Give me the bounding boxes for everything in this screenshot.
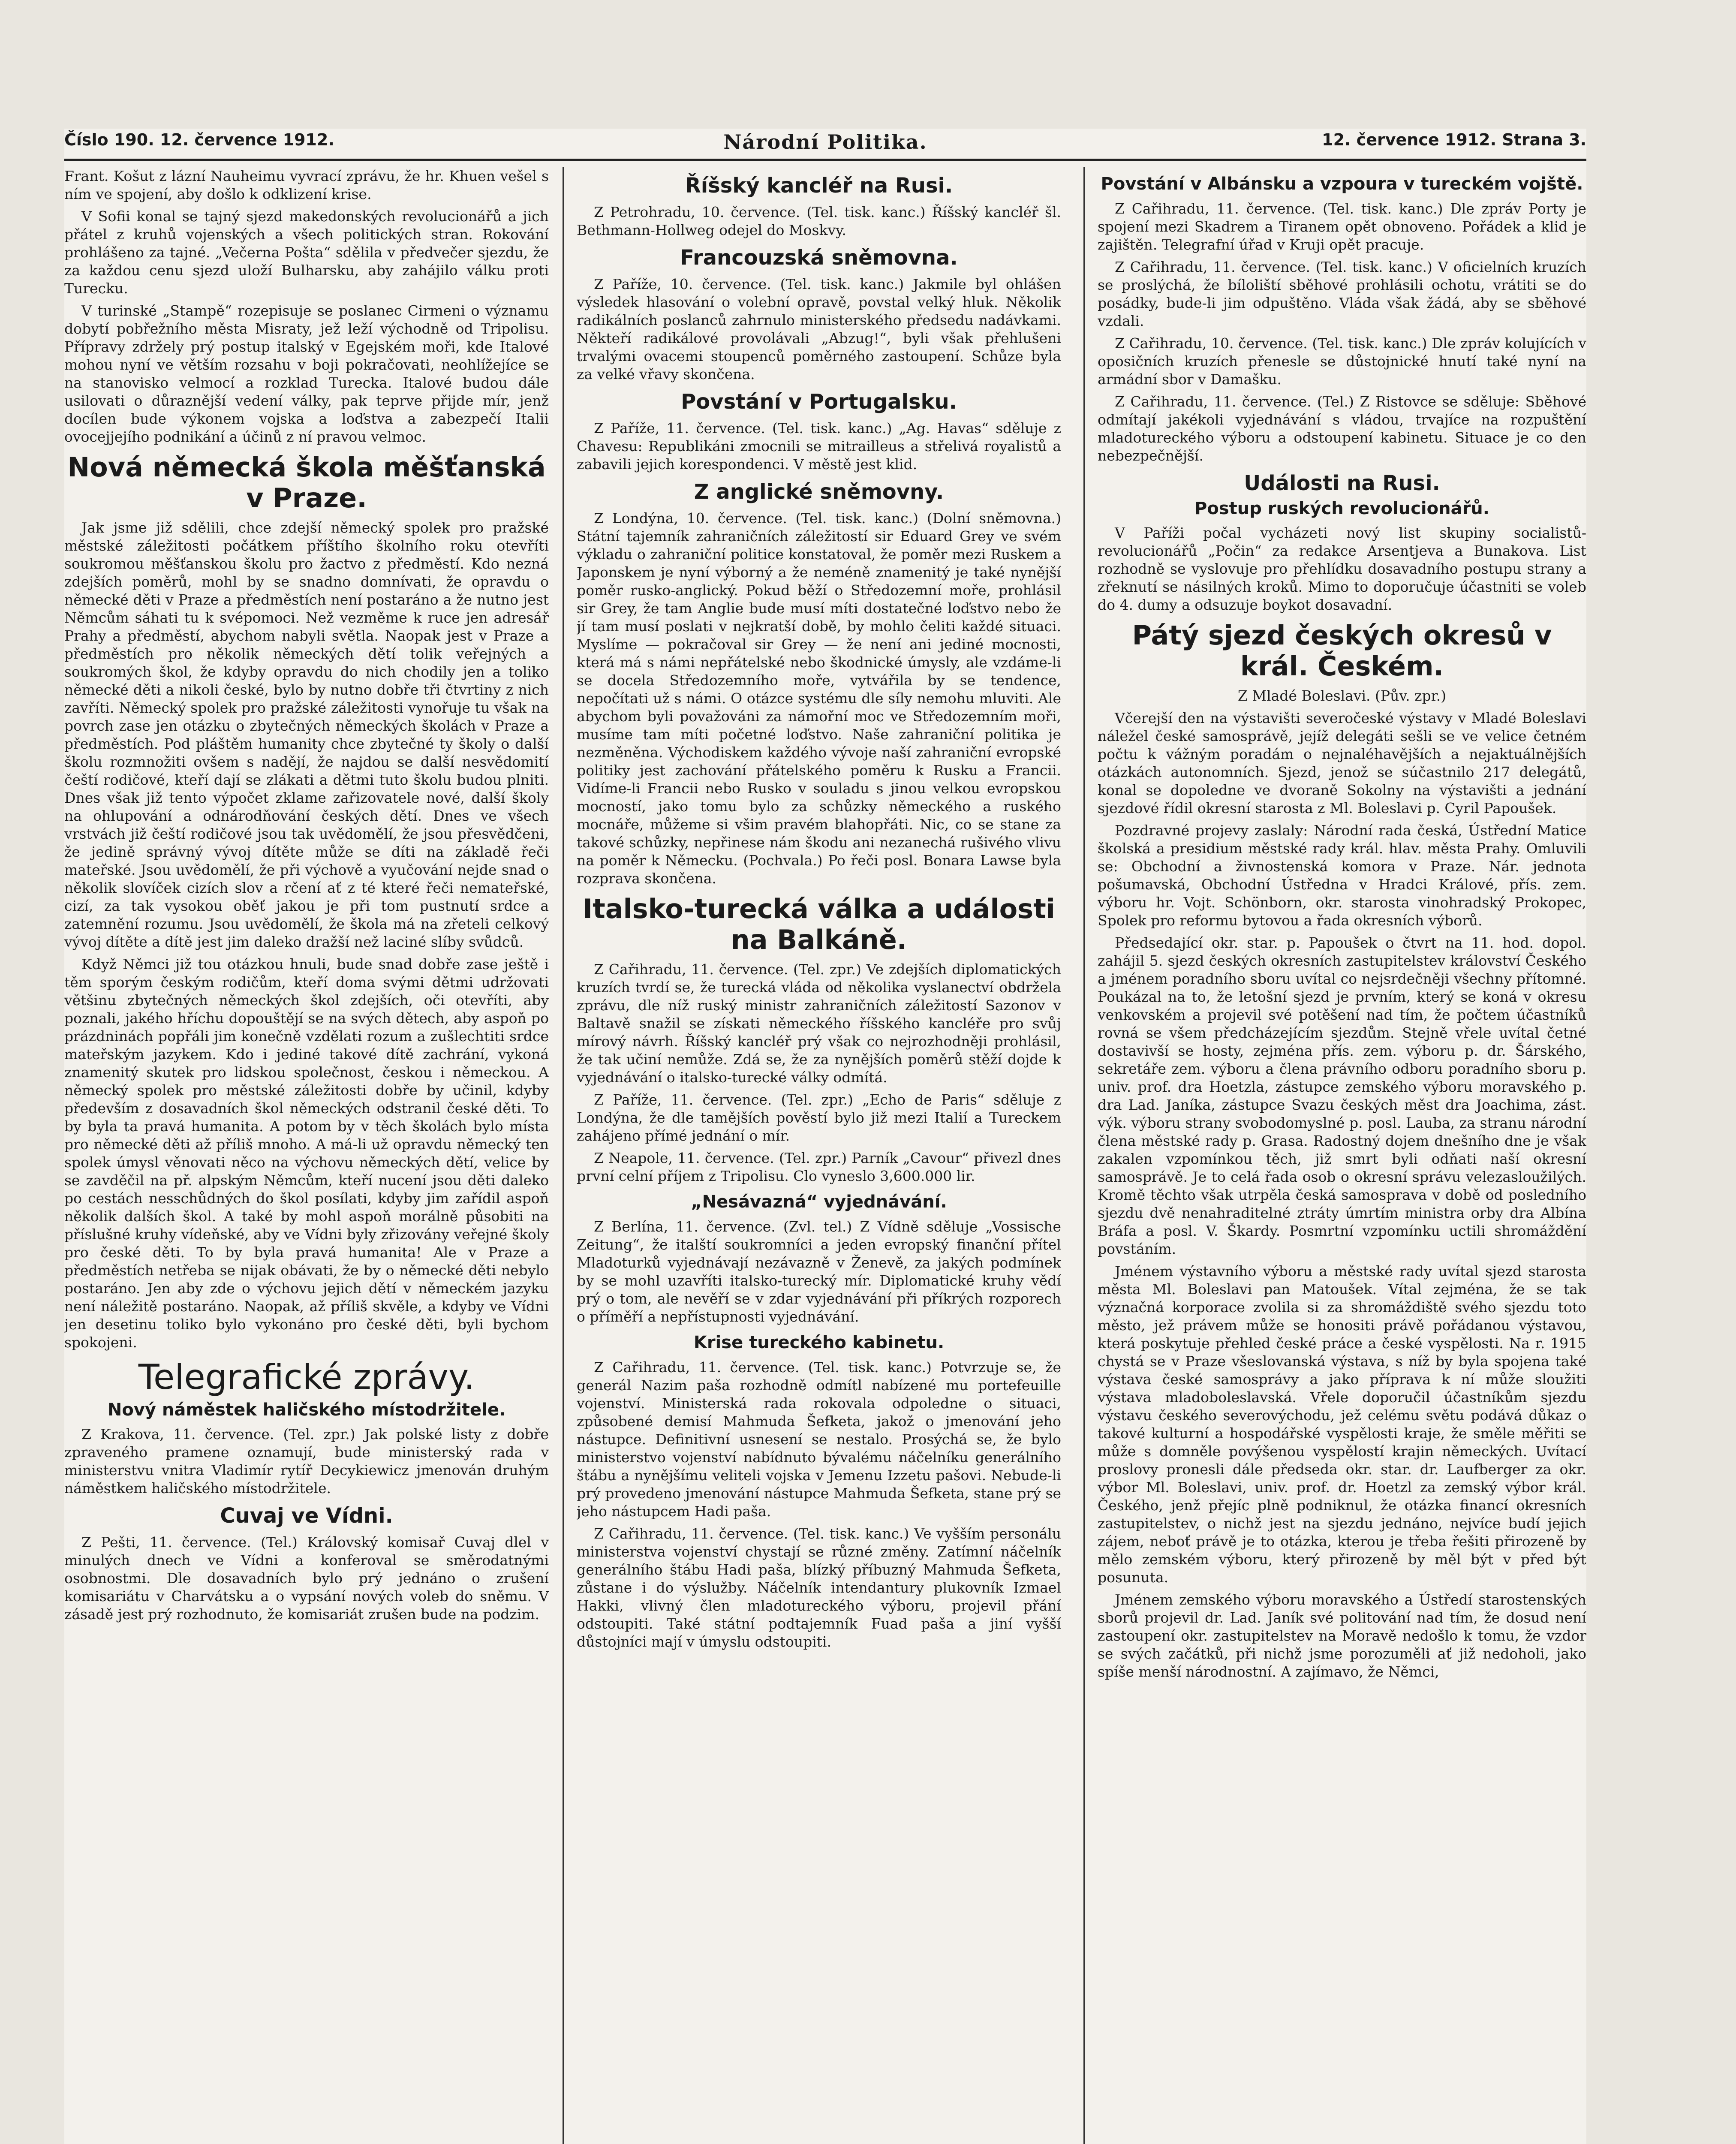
article-text: Z Londýna, 10. července. (Tel. tisk. kanc.) (Dolní sněmovna.) Státní tajemník zahraničních záležitostí sir Eduard Grey ve svém výkladu o zahraniční politice konstatoval, že poměr mezi Ruskem a Japonskem je nyní výborný a že neméně znamenitý je také nynější poměr rusko-anglický. Pokud běží o Středozemní moře, prohlásil sir Grey, že tam Anglie bude musí míti dostatečné loďstvo nebo že jí tam musí poslati v nejkratší době, by mohlo čeliti každé situaci. Myslíme — pokračoval sir Grey — že není ani jediné mocnosti, která má s námi nepřátelské nebo škodnické úmysly, ale vzdáme-li se docela Středozemního moře, vytvářila by se tendence, nepočítati už s námi. O otázce systému dle síly nemohu mluviti. Ale abychom byli považováni za námořní moc ve Středozemním moři, musíme tam míti početné loďstvo. Naše zahraniční politika je nezměněna. Východiskem každého vývoje naší zahraniční evropské politiky jest zachování přátelského poměru k Rusku a Francii. Vidíme-li Francii nebo Rusko v souladu s jinou velkou evropskou mocností, jako tomu bylo za schůzky německého a ruského mocnáře, můžeme si všim pravém blahopřáti. Nic, co se stane za takové schůzky, nepřinese nám škodu ani nezanechá rušivého vlivu na poměr k Německu. (Pochvala.) Po řeči posl. Bonara Lawse byla rozprava skončena. [577,510,1061,887]
headline-portugalsko: Povstání v Portugalsku. [681,390,957,414]
headline-cuvaj: Cuvaj ve Vídni. [220,1504,393,1528]
article-text: Z Cařihradu, 11. července. (Tel. tisk. kanc.) Potvrzuje se, že generál Nazim paša rozhodně odmítl nabízené mu portefeuille vojenství. Ministerská rada rokovala odpoledne o situaci, způsobené demisí Mahmuda Šefketa, jakož o jmenování jeho nástupce. Definitivní usnesení se nestalo. Prosýchá se, že bylo ministerstvo vojenství nabídnuto bývalému náčelníku generálního štábu a nynějšímu veliteli vojska v Jemenu Izzetu pašovi. Nebude-li prý provedeno jmenování nástupce Mahmuda Šefketa, stane prý se jeho nástupcem Hadi paša. [577,1359,1061,1520]
header-issue: Číslo 190. 12. července 1912. [64,130,334,149]
headline-paty-sjezd: Pátý sjezd českých okresů v král. Českém. [1132,620,1552,682]
article-text: Z Paříže, 11. července. (Tel. tisk. kanc.) „Ag. Havas“ sděluje z Chavesu: Republikáni zmocnili se mitrailleus a střelivá royalistů a zabavili jejich korespondenci. V městě jest klid. [577,420,1061,473]
article-text: Z Cařihradu, 11. července. (Tel. tisk. kanc.) V oficielních kruzích se proslýchá, že bíloliští sběhové prohlásili ochotu, vrátiti se do posádky, bude-li jim odpuštěno. Vláda však žádá, aby se sběhové vzdali. [1098,259,1586,329]
headline-postup: Postup ruských revolucionářů. [1194,499,1489,518]
article-text: Když Němci již tou otázkou hnuli, bude snad dobře zase ještě i těm sporým českým rodičům, kteří doma svými dětmi udržovati většinu zbytečných německých škol zdejších, oči otevříti, aby poznali, jakého hříchu dopouštějí se na svých dětech, aby aspoň po prázdninách popřáli jim konečně vzdělati rozum a zušlechtiti srdce mateřským jazykem. Kdo i jediné takové dítě zachrání, vykoná znamenitý skutek pro lidskou společnost, českou i německou. A německý spolek pro městské záležitosti dobře by učinil, kdyby především z dosavadních škol německých odstranil české děti. To by byla ta pravá humanita. A potom by v těch školách bylo místa pro německé děti až příliš mnoho. A má-li už opravdu německý ten spolek úmysl věnovati něco na výchovu německých dětí, velice by se zavděčil na př. alpským Němcům, kteří nucení jsou děti daleko po cestách nesschůdných do škol posílati, kdyby jim zařídil aspoň několik dalších škol. A také by mohl aspoň morálně působiti na příslušné kruhy vídeňské, aby ve Vídni byly zřizovány veřejné školy pro české děti. To by byla pravá humanita! Ale v Praze a předměstích netřeba se nijak obávati, že by o německé děti nebylo postaráno. Jen aby zde o výchovu jejich dětí v německém jazyku není náležitě postaráno. Naopak, až příliš skvěle, a kdyby ve Vídni jen desetinu toliko bylo vykonáno pro české děti, byli bychom spokojeni. [64,956,549,1351]
headline-skola: Nová německá škola měšťanská v Praze. [67,452,546,514]
article-text: Z Cařihradu, 11. července. (Tel.) Z Ristovce se sděluje: Sběhové odmítají jakékoli vyjednávání s vládou, trvajíce na rozpuštění mladotureckého výboru a odstoupení kabinetu. Situace je co den nebezpečnější. [1098,393,1586,464]
article-text: Předsedající okr. star. p. Papoušek o čtvrt na 11. hod. dopol. zahájil 5. sjezd českých okresních zastupitelstev království Českého a jménem poradního sboru uvítal co nejsrdečněji všechny přítomné. Poukázal na to, že letošní sjezd je prvním, který se koná v okresu venkovském a projevil své potěšení nad tím, že počtem účastníků rovná se všem předcházejícím sjezdům. Stejně vřele uvítal četné dostavivší se hosty, zejména přís. zem. výboru p. dr. Šárského, sekretáře zem. výboru a člena právního odboru poradního sboru p. univ. prof. dra Hoetzla, zástupce zemského výboru moravského p. dra Lad. Janíka, zástupce Svazu českých měst dra Joachima, zást. výk. výboru strany svobodomyslné p. posl. Lauba, za stranu národní člena městské rady p. Grasa. Radostný dojem dnešního dne je však zakalen vzpomínkou těch, již smrt byli odňati naší okresní samosprávě. Je to celá řada osob o okresní správu velezasloužilých. Kromě těchto však utrpěla česká samosprava v době od posledního sjezdu dvě nenahraditelné ztráty úmrtím ministra orby dra Albína Bráfa a posl. V. Škardy. Posmrtní vzpomínku uctili shromáždění povstáním. [1098,934,1586,1257]
column-rule-2 [1083,167,1085,2144]
article-text: Včerejší den na výstavišti severočeské výstavy v Mladé Boleslavi náležel české samosprávě, jejíž delegáti sešli se ve velice četném počtu k vážným poradám o nejnaléhavějších a nejaktuálnějších otázkách autonomních. Sjezd, jenož se súčastnilo 217 delegátů, konal se dopoledne ve dvoraně Sokolny na výstavišti a jednání sjezdové řídil okresní starosta z Ml. Boleslavi p. Cyril Papoušek. [1098,710,1586,816]
newspaper-page [64,129,1586,2144]
column-2 [577,167,1061,2144]
article-text: Frant. Košut z lázní Nauheimu vyvrací zprávu, že hr. Khuen vešel s ním ve spojení, aby došlo k odklizení krise. [64,168,549,202]
article-text: Jak jsme již sdělili, chce zdejší německý spolek pro pražské městské záležitosti počátkem příštího školního roku otevříti soukromou měšťanskou školu pro žactvo z předměstí. Kdo nezná zdejších poměrů, mohl by se snadno domnívati, že opravdu o německé děti v Praze a předměstích není postaráno a že nutno jest Němcům sáhati tu k svépomoci. Než vezměme k ruce jen adresář Prahy a předměstí, abychom nabyli světla. Naopak jest v Praze a předměstích pro několik německých dětí tolik veřejných a soukromých škol, že kdyby opravdu do nich chodily jen a toliko německé děti a nikoli české, bylo by nutno dobře tři čtvrtiny z nich zavříti. Německý spolek pro pražské záležitosti vynořuje tu však na povrch zase jen otázku o zbytečných německých školách v Praze a předměstích. Pod pláštěm humanity chce zbytečné ty školy o další školu rozmnožiti ovšem s nadějí, že najdou se další nesvědomití čeští rodičové, kteří dají se zlákati a dětmi tuto školu budou plniti. Dnes však již tento výpočet zklame zařizovatele nové, další školy na ohlupování a odnárodňování českých dětí. Dnes ve všech vrstvách již čeští rodičové jsou tak uvědomělí, že jsou přesvědčeni, že jedině správný vývoj dítěte může se díti na základě řeči mateřské. Jsou uvědomělí, že při výchově a vyučování nejde snad o několik slovíček cizích slov a rčení ať z té které řeči nemateřské, cizí, za tak vysokou oběť jakou je při tom pustnutí srdce a zatemnění rozumu. Jsou uvědomělí, že škola má na zřeteli celkový vývoj dítěte a dítě jest jim daleko dražší než laciné slíby svůdců. [64,519,549,950]
article-text: Z Petrohradu, 10. července. (Tel. tisk. kanc.) Říšský kancléř šl. Bethmann-Hollweg odejel do Moskvy. [577,204,1061,238]
dateline: Z Mladé Boleslavi. (Pův. zpr.) [1237,687,1447,704]
section-title-telegraficke: Telegrafické zprávy. [138,1357,475,1397]
article-text: Z Cařihradu, 11. července. (Tel. tisk. kanc.) Ve vyšším personálu ministerstva vojenství chystají se různé změny. Zatímní náčelník generálního štábu Hadi paša, blízký příbuzný Mahmuda Šefketa, zůstane i do výslužby. Náčelník intendantury plukovník Izmael Hakki, vlivný člen mladotureckého výboru, projevil přání odstoupiti. Také státní podtajemník Fuad paša a jiní vyšší důstojníci mají v úmyslu odstoupiti. [577,1525,1061,1650]
column-3 [1098,167,1586,2144]
headline-krise: Krise tureckého kabinetu. [693,1333,945,1352]
header-date-page: 12. července 1912. Strana 3. [1322,130,1586,149]
headline-nesavazna: „Nesávazná“ vyjednávání. [691,1192,947,1212]
article-text: V turinské „Stampě“ rozepisuje se poslanec Cirmeni o významu dobytí pobřežního města Misraty, jež leží východně od Tripolisu. Přípravy zdržely prý postup italský v Egejském moři, kde Italové mohou nyní ve větším rozsahu v boji pokračovati, neohlížejíce se na stanovisko velmocí a rozklad Turecka. Italové budou dále usilovati o důraznější vedení války, pak teprve přijde mír, jenž docílen bude výkonem vojska a loďstva a zabezpečí Italii ovocejjejího podnikání a účinů z ní pravou velmoc. [64,302,549,445]
article-text: Z Krakova, 11. července. (Tel. zpr.) Jak polské listy z dobře zpraveného pramene oznamují, bude ministerský rada v ministerstvu vnitra Vladimír rytíř Decykiewicz jmenován druhým náměstkem haličského místodržitele. [64,1426,549,1497]
article-text: Z Cařihradu, 10. července. (Tel. tisk. kanc.) Dle zpráv kolujících v oposičních kruzích přenesle se důstojnické hnutí také nyní na armádní sbor v Damašku. [1098,335,1586,388]
article-text: Jménem výstavního výboru a městské rady uvítal sjezd starosta města Ml. Boleslavi pan Matoušek. Vítal zejména, že se tak význačná korporace zvolila si za shromáždiště svého sjezdu toto město, jež právem může se honositi právě pořádanou výstavou, která poskytuje přehled české práce a české vyspělosti. Na r. 1915 chystá se v Praze všeslovanská výstava, s níž by byla spojena také výstava české samosprávy a jako příprava k ní může sloužiti výstava mladoboleslavská. Vřele doporučil účastníkům sjezdu výstavu českého severovýchodu, jež celému světu podává důkaz o takové kulturní a hospodářské vyspělosti kraje, že směle měřiti se může s domněle povýšenou vyspělostí krajin německých. Uvítací proslovy pronesli dále předseda okr. star. dr. Laufberger za okr. výbor Ml. Boleslavi, univ. prof. dr. Hoetzl za zemský výbor král. Českého, jenž přejíc plně podniknul, že otázka financí okresních zastupitelstev, o nichž jest na sjezdu jednáno, nejvíce budí jejich zájem, neboť právě je to otázka, kterou je třeba řešiti přirozeně by mělo zemském výboru, který přirozeně by měl být v před být posunuta. [1098,1263,1586,1586]
headline-namestek: Nový náměstek haličského místodržitele. [107,1400,506,1420]
article-text: Pozdravné projevy zaslaly: Národní rada česká, Ústřední Matice školská a presidium městské rady král. hlav. města Prahy. Omluvili se: Obchodní a živnostenská komora v Praze. Nár. jednota pošumavská, Obchodní Ústředna v Hradci Králové, přís. zem. výboru hr. Vojt. Schönborn, okr. starosta vinohradský Prokopec, Spolek pro reformu bytovou a řada okresních výborů. [1098,822,1586,929]
page-header [64,129,1586,161]
column-rule-1 [563,167,564,2144]
headline-anglicka: Z anglické sněmovny. [694,480,944,504]
article-text: V Sofii konal se tajný sjezd makedonských revolucionářů a jich přátel z kruhů vojenských a všech politických stran. Rokování prohlášeno za tajné. „Večerna Pošta“ sdělila v předvečer sjezdu, že za každou cenu sjezd uloží Bulharsku, aby zahájilo válku proti Turecku. [64,208,549,297]
article-text: Z Pešti, 11. července. (Tel.) Královský komisař Cuvaj dlel v minulých dnech ve Vídni a konferoval se směrodatnými osobnostmi. Dle dosavadních bylo prý jednáno o zrušení komisariátu v Charvátsku a o vypsání nových voleb do sněmu. V zásadě jest prý rozhodnuto, že komisariát zrušen bude na podzim. [64,1534,549,1623]
article-text: Z Berlína, 11. července. (Zvl. tel.) Z Vídně sděluje „Vossische Zeitung“, že italští soukromníci a jeden evropský finanční přítel Mladoturků vyjednávají nezávazně v Ženevě, za jakých podmínek by se mohl uzavříti italsko-turecký mír. Diplomatické kruhy vědí prý o tom, ale nevěří se v zdar vyjednávání při příkrých rozporech o příměří a nepřístupnosti vyjednávání. [577,1218,1061,1325]
article-text: Z Paříže, 10. července. (Tel. tisk. kanc.) Jakmile byl ohlášen výsledek hlasování o volební opravě, povstal velký hluk. Několik radikálních poslanců zahrnulo ministerského předsedu nadávkami. Někteří radikálové provolávali „Abzug!“, byli však přehlušeni trvalými ovacemi stoupenců poměrného zastoupení. Schůze byla za velké vřavy skončena. [577,276,1061,382]
masthead-title: Národní Politika. [723,130,927,154]
article-text: Z Cařihradu, 11. července. (Tel. tisk. kanc.) Dle zpráv Porty je spojení mezi Skadrem a Tiranem opět obnoveno. Pořádek a klid je zajištěn. Telegrafní úřad v Kruji opět pracuje. [1098,200,1586,253]
headline-italsko-turecka: Italsko-turecká válka a události na Balkáně. [583,893,1055,955]
article-text: V Paříži počal vycházeti nový list skupiny socialistů-revolucionářů „Počin“ za redakce Arsentjeva a Bunakova. List rozhodně se vyslovuje pro přehlídku dosavadního postupu strany a zřeknutí se násilných kroků. Mimo to doporučuje účastniti se voleb do 4. dumy a odsuzuje boykot dosavadní. [1098,524,1586,613]
article-text: Z Cařihradu, 11. července. (Tel. zpr.) Ve zdejších diplomatických kruzích tvrdí se, že turecká vláda od několika vyslanectví obdržela zprávu, dle níž ruský ministr zahraničních záležitostí Sazonov v Baltavě snažil se získati německého říšského kancléře pro svůj mírový návrh. Říšský kancléř prý však co nejrozhodněji prohlásil, že tak učiní nemůže. Zdá se, že za nynějších poměrů stěží dojde k vyjednávání o italsko-turecké války odmítá. [577,961,1061,1086]
headline-udalosti-rusi: Události na Rusi. [1244,471,1440,495]
article-text: Z Paříže, 11. července. (Tel. zpr.) „Echo de Paris“ sděluje z Londýna, že dle tamějších pověstí bylo již mezi Italií a Tureckem zahájeno přímé jednání o mír. [577,1091,1061,1144]
headline-kancler: Říšský kancléř na Rusi. [685,174,953,198]
headline-francouzska: Francouzská sněmovna. [680,246,958,270]
article-text: Jménem zemského výboru moravského a Ústředí starostenských sborů projevil dr. Lad. Janík své politování nad tím, že dosud není zastoupení okr. zastupitelstev na Moravě nedošlo k tomu, že vzdor se svých začátků, při nichž jsme porozuměli ať již nedoholi, jako spíše menší národnostní. A zajímavo, že Němci, [1098,1591,1586,1680]
column-1 [64,167,549,2144]
headline-albansko: Povstání v Albánsku a vzpoura v tureckém vojště. [1101,174,1583,194]
article-text: Z Neapole, 11. července. (Tel. zpr.) Parník „Cavour“ přivezl dnes první celní příjem z Tripolisu. Clo vyneslo 3,600.000 lir. [577,1150,1061,1184]
